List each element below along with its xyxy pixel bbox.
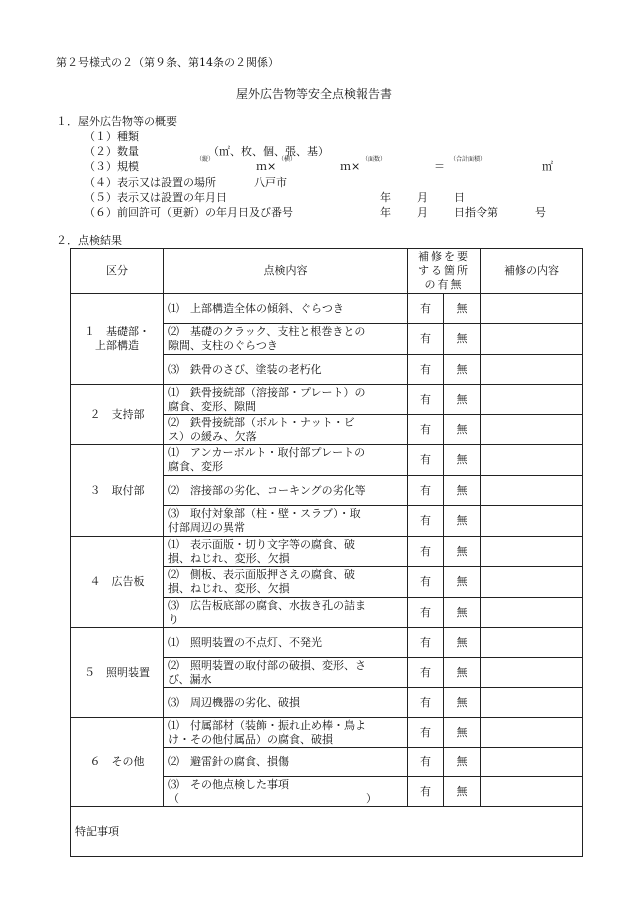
item-text-line2: 損、ねじれ、変形、欠損 — [168, 551, 290, 565]
need-repair-line2: する箇所 — [418, 264, 470, 277]
item-text-line2: ス）の緩み、欠落 — [168, 429, 257, 443]
item1-number: （１） — [84, 130, 117, 143]
yes-label: 有 — [420, 483, 431, 497]
item4-label: 表示又は設置の場所 — [117, 176, 216, 189]
yes-checkbox-cell[interactable] — [408, 598, 444, 628]
yes-label: 有 — [420, 755, 431, 768]
item-text-line1: ⑵ 照明装置の取付部の破損、変形、さ — [168, 658, 366, 672]
notes-row — [71, 807, 583, 857]
item2-label: 数量 — [117, 145, 139, 158]
no-label: 無 — [456, 514, 468, 527]
category-cell — [71, 718, 164, 807]
no-checkbox-cell[interactable] — [444, 777, 481, 807]
yes-label: 有 — [420, 784, 431, 798]
inspection-item-cell — [164, 658, 408, 688]
table-row — [71, 294, 583, 324]
no-checkbox-cell[interactable] — [444, 748, 481, 777]
notes-cell[interactable] — [71, 807, 583, 857]
item-text-line1: ⑶ 周辺機器の劣化、破損 — [168, 695, 300, 709]
item5-label: 表示又は設置の年月日 — [117, 191, 227, 204]
item-text-line1: ⑶ 鉄骨のさび、塗装の老朽化 — [168, 362, 322, 376]
category-line2: 上部構造 — [95, 339, 139, 352]
no-label: 無 — [456, 544, 468, 558]
no-label: 無 — [456, 575, 468, 588]
yes-checkbox-cell[interactable] — [408, 324, 444, 355]
yes-checkbox-cell[interactable] — [408, 718, 444, 748]
yes-label: 有 — [420, 453, 431, 466]
item5-month: 月 — [417, 191, 428, 204]
yes-label: 有 — [420, 301, 431, 315]
yes-checkbox-cell[interactable] — [408, 628, 444, 658]
item-text-line1: ⑵ 避雷針の腐食、損傷 — [168, 755, 289, 768]
yes-checkbox-cell[interactable] — [408, 748, 444, 777]
yes-label: 有 — [420, 695, 431, 709]
no-label: 無 — [456, 635, 468, 649]
item-text-line1: ⑵ 鉄骨接続部（ボルト・ナット・ビ — [168, 415, 355, 429]
no-checkbox-cell[interactable] — [444, 658, 481, 688]
repair-content-cell[interactable] — [481, 324, 583, 355]
no-checkbox-cell[interactable] — [444, 688, 481, 718]
item-text-line1: ⑵ 側板、表示面版押さえの腐食、破 — [168, 568, 355, 581]
inspection-item-cell — [164, 777, 408, 807]
table-row — [71, 385, 583, 415]
category-cell — [71, 385, 164, 445]
square-meter-unit: ㎡ — [542, 160, 553, 173]
item-text-line2: 隙間、支柱のぐらつき — [168, 339, 278, 352]
item6-day-order: 日指令第 — [454, 206, 498, 219]
no-label: 無 — [456, 392, 468, 406]
table-row — [71, 628, 583, 658]
no-checkbox-cell[interactable] — [444, 294, 481, 324]
item4-number: （４） — [84, 176, 117, 189]
yes-checkbox-cell[interactable] — [408, 658, 444, 688]
repair-content-cell[interactable] — [481, 748, 583, 777]
yes-checkbox-cell[interactable] — [408, 385, 444, 415]
inspection-item-cell — [164, 567, 408, 598]
inspection-item-cell — [164, 476, 408, 506]
yes-label: 有 — [420, 422, 431, 436]
no-checkbox-cell[interactable] — [444, 324, 481, 355]
repair-content-cell[interactable] — [481, 658, 583, 688]
no-label: 無 — [456, 784, 468, 798]
item-text-line1: ⑴ 照明装置の不点灯、不発光 — [168, 635, 322, 649]
height-note: （縦） — [196, 156, 215, 163]
repair-content-cell[interactable] — [481, 415, 583, 445]
no-label: 無 — [456, 422, 468, 436]
header-category: 区分 — [71, 249, 164, 294]
item6-label: 前回許可（更新）の年月日及び番号 — [117, 206, 293, 219]
repair-content-cell[interactable] — [481, 688, 583, 718]
meter-times-2: ｍ× — [340, 160, 361, 173]
no-label: 無 — [456, 332, 468, 345]
document-title: 屋外広告物等安全点検報告書 — [236, 87, 393, 101]
repair-content-cell[interactable] — [481, 628, 583, 658]
item-text-line1: ⑴ 上部構造全体の傾斜、ぐらつき — [168, 301, 344, 315]
no-checkbox-cell[interactable] — [444, 415, 481, 445]
inspection-table — [70, 248, 583, 857]
header-need-repair — [408, 249, 481, 294]
repair-content-cell[interactable] — [481, 537, 583, 567]
yes-checkbox-cell[interactable] — [408, 537, 444, 567]
no-checkbox-cell[interactable] — [444, 628, 481, 658]
yes-label: 有 — [420, 362, 431, 376]
no-checkbox-cell[interactable] — [444, 506, 481, 537]
yes-label: 有 — [420, 514, 431, 527]
inspection-item-cell — [164, 598, 408, 628]
repair-content-cell[interactable] — [481, 476, 583, 506]
category-cell — [71, 294, 164, 385]
section2-heading: ２．点検結果 — [56, 234, 122, 247]
inspection-item-cell — [164, 718, 408, 748]
category-line1: ６ その他 — [89, 755, 145, 768]
item-text-line2: （ ） — [168, 791, 377, 805]
no-label: 無 — [456, 665, 468, 679]
yes-label: 有 — [420, 605, 431, 619]
category-cell — [71, 628, 164, 718]
category-line1: ５ 照明装置 — [84, 665, 150, 679]
header-content: 点検内容 — [164, 249, 408, 294]
item-text-line1: ⑵ 溶接部の劣化、コーキングの劣化等 — [168, 483, 366, 497]
item-text-line2: 腐食、変形、隙間 — [168, 399, 256, 413]
item-text-line2: け・その他付属品）の腐食、破損 — [168, 732, 333, 746]
inspection-item-cell — [164, 628, 408, 658]
item2-units: （㎡、枚、個、張、基） — [208, 145, 329, 158]
item5-year: 年 — [380, 191, 391, 204]
no-label: 無 — [456, 695, 468, 709]
item5-number: （５） — [84, 191, 117, 204]
no-label: 無 — [456, 483, 468, 497]
repair-content-cell[interactable] — [481, 355, 583, 385]
notes-label: 特記事項 — [75, 824, 119, 838]
category-line1: ４ 広告板 — [89, 575, 145, 588]
yes-checkbox-cell[interactable] — [408, 445, 444, 476]
item2-number: （２） — [84, 145, 117, 158]
yes-checkbox-cell[interactable] — [408, 294, 444, 324]
yes-checkbox-cell[interactable] — [408, 777, 444, 807]
category-line1: １ 基礎部・ — [84, 325, 150, 338]
width-note: （横） — [278, 156, 297, 163]
no-checkbox-cell[interactable] — [444, 537, 481, 567]
no-label: 無 — [456, 453, 468, 466]
need-repair-line1: 補修を要 — [418, 250, 470, 263]
category-line1: ２ 支持部 — [89, 407, 145, 421]
meter-times-1: ｍ× — [256, 160, 277, 173]
no-checkbox-cell[interactable] — [444, 476, 481, 506]
inspection-item-cell — [164, 355, 408, 385]
item-text-line1: ⑶ その他点検した事項 — [168, 777, 289, 791]
item6-month: 月 — [417, 206, 428, 219]
yes-checkbox-cell[interactable] — [408, 506, 444, 537]
item-text-line1: ⑴ 鉄骨接続部（溶接部・プレート）の — [168, 385, 366, 399]
yes-checkbox-cell[interactable] — [408, 355, 444, 385]
inspection-item-cell — [164, 324, 408, 355]
repair-content-cell[interactable] — [481, 294, 583, 324]
yes-label: 有 — [420, 392, 431, 406]
need-repair-line3: の有無 — [424, 278, 464, 291]
repair-content-cell[interactable] — [481, 777, 583, 807]
no-label: 無 — [456, 301, 468, 315]
item-text-line2: 損、ねじれ、変形、欠損 — [168, 582, 290, 595]
item-text-line1: ⑶ 広告板底部の腐食、水抜き孔の詰ま — [168, 598, 366, 612]
no-checkbox-cell[interactable] — [444, 385, 481, 415]
inspection-item-cell — [164, 385, 408, 415]
table-row — [71, 537, 583, 567]
item-text-line1: ⑴ 付属部材（装飾・振れ止め棒・鳥よ — [168, 718, 366, 732]
yes-checkbox-cell[interactable] — [408, 688, 444, 718]
item-text-line2: り — [168, 612, 179, 626]
no-checkbox-cell[interactable] — [444, 598, 481, 628]
yes-label: 有 — [420, 635, 431, 649]
repair-content-cell[interactable] — [481, 567, 583, 598]
repair-content-cell[interactable] — [481, 598, 583, 628]
item-text-line1: ⑵ 基礎のクラック、支柱と根巻きとの — [168, 325, 366, 338]
inspection-item-cell — [164, 537, 408, 567]
repair-content-cell[interactable] — [481, 445, 583, 476]
yes-label: 有 — [420, 665, 431, 679]
item5-day: 日 — [454, 191, 465, 204]
item-text-line1: ⑴ アンカーボルト・取付部プレートの — [168, 446, 366, 459]
repair-content-cell[interactable] — [481, 385, 583, 415]
table-header-row — [71, 249, 583, 294]
inspection-item-cell — [164, 748, 408, 777]
no-label: 無 — [456, 605, 468, 619]
inspection-item-cell — [164, 688, 408, 718]
yes-label: 有 — [420, 575, 431, 588]
no-checkbox-cell[interactable] — [444, 718, 481, 748]
inspection-item-cell — [164, 445, 408, 476]
no-checkbox-cell[interactable] — [444, 567, 481, 598]
item4-value: 八戸市 — [254, 176, 287, 189]
category-cell — [71, 445, 164, 537]
repair-content-cell[interactable] — [481, 506, 583, 537]
yes-checkbox-cell[interactable] — [408, 567, 444, 598]
category-line1: ３ 取付部 — [89, 483, 145, 497]
item-text-line1: ⑴ 表示面版・切り文字等の腐食、破 — [168, 537, 355, 551]
no-checkbox-cell[interactable] — [444, 445, 481, 476]
no-label: 無 — [456, 755, 468, 768]
item1-label: 種類 — [117, 130, 139, 143]
item-text-line2: び、漏水 — [168, 672, 212, 686]
equals-sign: ＝ — [434, 160, 445, 173]
header-repair-content: 補修の内容 — [481, 249, 583, 294]
item3-number: （３） — [84, 160, 117, 173]
item-text-line1: ⑶ 取付対象部（柱・壁・スラブ）・取 — [168, 507, 361, 520]
total-area-note: （合計面積） — [450, 156, 487, 163]
item6-number-suffix: 号 — [535, 206, 546, 219]
faces-note: （面数） — [362, 156, 387, 163]
yes-checkbox-cell[interactable] — [408, 415, 444, 445]
item3-label: 規模 — [117, 160, 139, 173]
item-text-line2: 付部周辺の異常 — [168, 521, 245, 534]
no-label: 無 — [456, 725, 468, 739]
no-checkbox-cell[interactable] — [444, 355, 481, 385]
item-text-line2: 腐食、変形 — [168, 460, 223, 473]
form-id: 第２号様式の２（第９条、第14条の２関係） — [56, 56, 279, 69]
item6-number: （６） — [84, 206, 117, 219]
yes-checkbox-cell[interactable] — [408, 476, 444, 506]
item6-year: 年 — [380, 206, 391, 219]
yes-label: 有 — [420, 332, 431, 345]
category-cell — [71, 537, 164, 628]
section1-heading: １．屋外広告物等の概要 — [56, 115, 177, 128]
table-row — [71, 718, 583, 748]
repair-content-cell[interactable] — [481, 718, 583, 748]
inspection-item-cell — [164, 506, 408, 537]
yes-label: 有 — [420, 725, 431, 739]
yes-label: 有 — [420, 544, 431, 558]
inspection-item-cell — [164, 294, 408, 324]
inspection-item-cell — [164, 415, 408, 445]
table-row — [71, 445, 583, 476]
no-label: 無 — [456, 362, 468, 376]
